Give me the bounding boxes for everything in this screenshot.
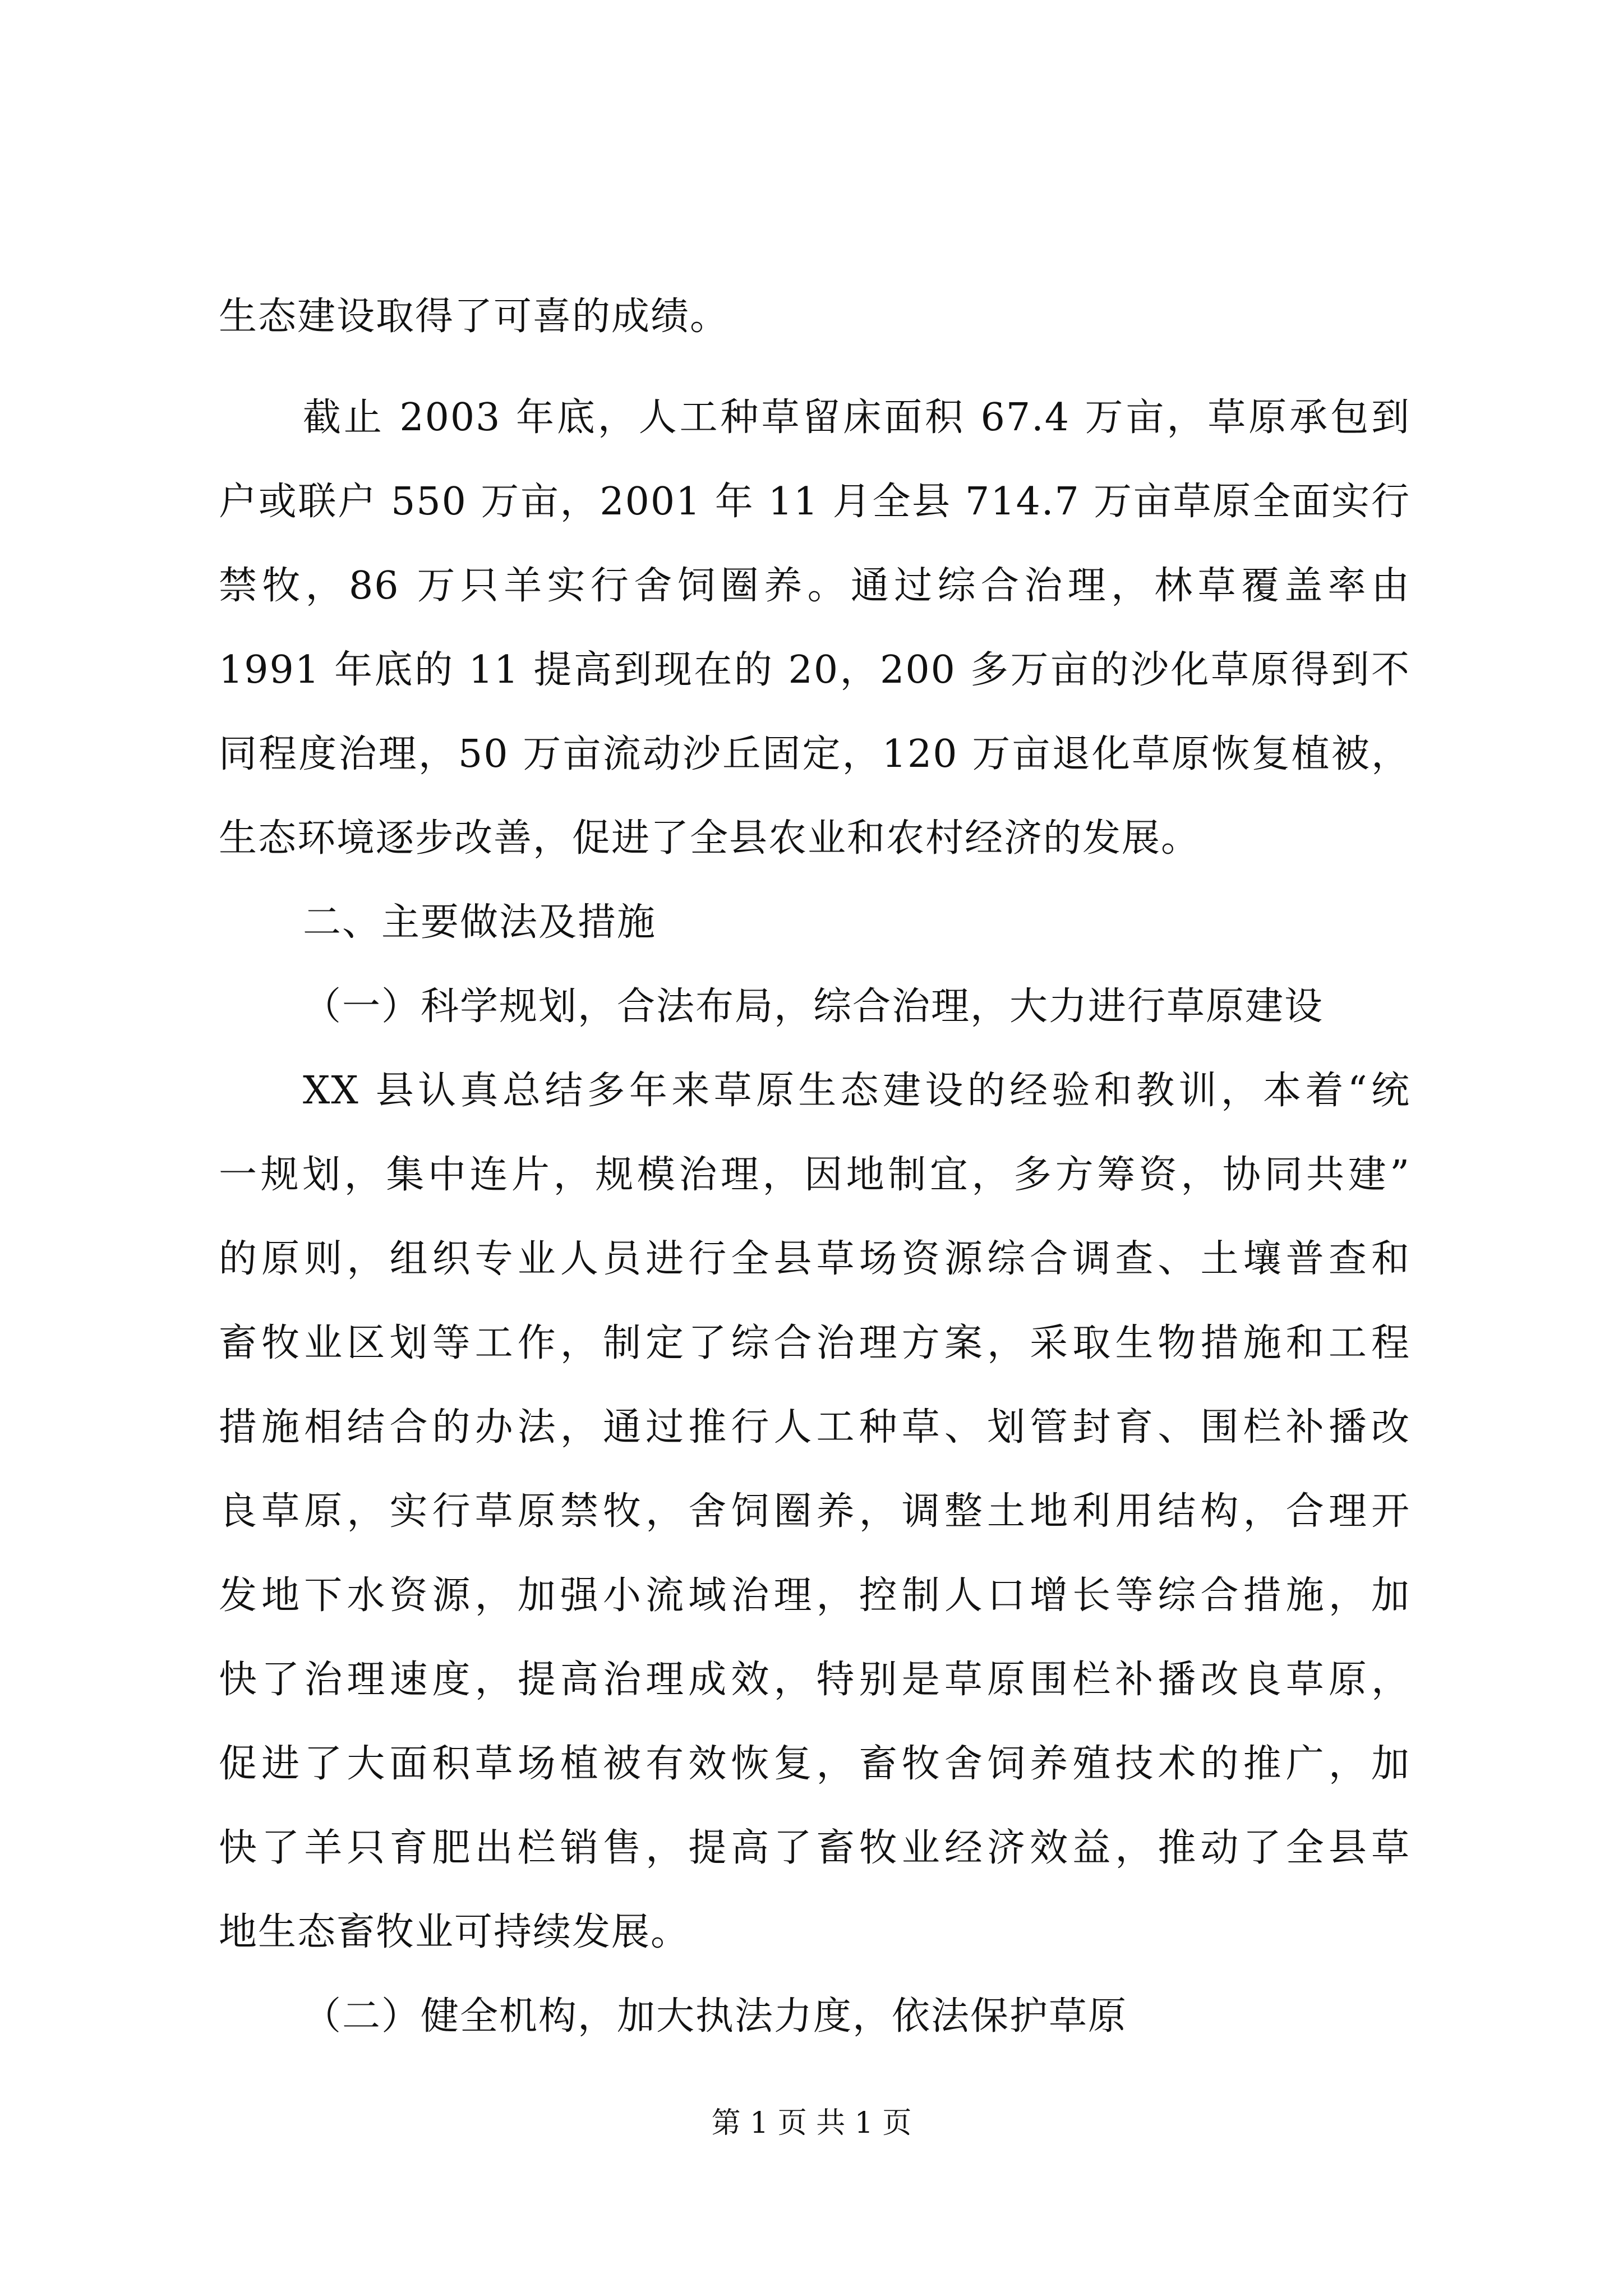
body-text-line: 一规划，集中连片，规模治理，因地制宜，多方筹资，协同共建” [219, 1153, 1410, 1197]
body-text-line: 良草原，实行草原禁牧，舍饲圈养，调整土地利用结构，合理开 [219, 1489, 1410, 1534]
body-text-line: 的原则，组织专业人员进行全县草场资源综合调查、土壤普查和 [219, 1237, 1410, 1281]
body-text-line: 快了羊只育肥出栏销售，提高了畜牧业经济效益，推动了全县草 [219, 1826, 1410, 1870]
section-heading: 二、主要做法及措施 [303, 900, 657, 945]
body-text-line: 发地下水资源，加强小流域治理，控制人口增长等综合措施，加 [219, 1573, 1410, 1618]
page-number-footer: 第 1 页 共 1 页 [711, 2106, 912, 2140]
body-text-line: 1991 年底的 11 提高到现在的 20，200 多万亩的沙化草原得到不 [219, 648, 1410, 692]
body-text-line: 同程度治理，50 万亩流动沙丘固定，120 万亩退化草原恢复植被， [219, 732, 1410, 776]
body-text-line: 地生态畜牧业可持续发展。 [219, 1910, 690, 1954]
subsection-heading: （一）科学规划，合法布局，综合治理，大力进行草原建设 [303, 984, 1324, 1029]
body-text-line: 快了治理速度，提高治理成效，特别是草原围栏补播改良草原， [219, 1658, 1410, 1702]
body-text-line: 生态建设取得了可喜的成绩。 [219, 295, 730, 339]
body-text-line: 截止 2003 年底，人工种草留床面积 67.4 万亩，草原承包到 [303, 395, 1410, 440]
body-text-line: 促进了大面积草场植被有效恢复，畜牧舍饲养殖技术的推广，加 [219, 1742, 1410, 1786]
body-text-line: 生态环境逐步改善，促进了全县农业和农村经济的发展。 [219, 816, 1201, 861]
body-text-line: 畜牧业区划等工作，制定了综合治理方案，采取生物措施和工程 [219, 1321, 1410, 1365]
body-text-line: 措施相结合的办法，通过推行人工种草、划管封育、围栏补播改 [219, 1405, 1410, 1450]
body-text-line: 户或联户 550 万亩，2001 年 11 月全县 714.7 万亩草原全面实行 [219, 480, 1410, 524]
subsection-heading: （二）健全机构，加大执法力度，依法保护草原 [303, 1994, 1128, 2039]
body-text-line: XX 县认真总结多年来草原生态建设的经验和教训，本着“统 [303, 1069, 1410, 1113]
body-text-line: 禁牧，86 万只羊实行舍饲圈养。通过综合治理，林草覆盖率由 [219, 564, 1410, 608]
